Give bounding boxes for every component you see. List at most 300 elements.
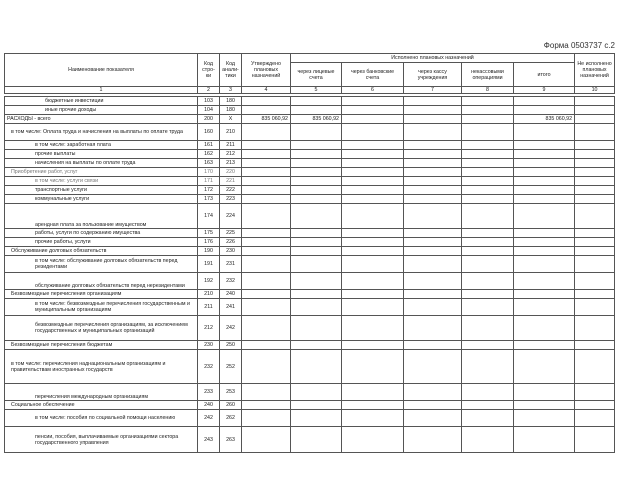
not-executed-cell (575, 273, 615, 290)
analytic-code-cell: 224 (220, 204, 242, 229)
analytic-code-cell: 242 (220, 316, 242, 341)
bank-accounts-cell (342, 256, 404, 273)
line-code-cell: 190 (198, 247, 220, 256)
analytic-code-cell: 232 (220, 273, 242, 290)
indicator-name: коммунальные услуги (5, 195, 198, 204)
non-cash-cell (462, 159, 514, 168)
indicator-name: Безвозмездные перечисления бюджетам (5, 341, 198, 350)
non-cash-cell (462, 256, 514, 273)
header-not-executed: Не исполнено плановых назначений (575, 54, 615, 87)
table-row (5, 427, 615, 453)
approved-cell (242, 229, 291, 238)
not-executed-cell (575, 177, 615, 186)
non-cash-cell (462, 299, 514, 316)
analytic-code-cell: 241 (220, 299, 242, 316)
analytic-code-cell: 225 (220, 229, 242, 238)
approved-cell (242, 384, 291, 401)
total-cell (514, 229, 575, 238)
indicator-name: начисления на выплаты по оплате труда (5, 159, 198, 168)
personal-accounts-cell (291, 341, 342, 350)
header-approved: Утверждено плановых назначений (242, 54, 291, 87)
cash-cell (404, 177, 462, 186)
column-number: 9 (514, 87, 575, 94)
approved-cell: 835 060,92 (242, 115, 291, 124)
line-code-cell: 161 (198, 141, 220, 150)
not-executed-cell (575, 238, 615, 247)
table-row (5, 124, 615, 141)
line-code-cell: 211 (198, 299, 220, 316)
total-cell (514, 204, 575, 229)
bank-accounts-cell (342, 341, 404, 350)
cash-cell (404, 115, 462, 124)
total-cell (514, 159, 575, 168)
non-cash-cell (462, 168, 514, 177)
non-cash-cell (462, 141, 514, 150)
analytic-code-cell: 223 (220, 195, 242, 204)
personal-accounts-cell (291, 273, 342, 290)
total-cell (514, 106, 575, 115)
cash-cell (404, 141, 462, 150)
line-code-cell: 240 (198, 401, 220, 410)
table-row (5, 384, 615, 401)
personal-accounts-cell (291, 299, 342, 316)
approved-cell (242, 106, 291, 115)
approved-cell (242, 290, 291, 299)
approved-cell (242, 350, 291, 384)
line-code-cell: 191 (198, 256, 220, 273)
approved-cell (242, 410, 291, 427)
total-cell (514, 168, 575, 177)
table-row (5, 290, 615, 299)
approved-cell (242, 150, 291, 159)
bank-accounts-cell (342, 159, 404, 168)
table-row (5, 115, 615, 124)
not-executed-cell (575, 290, 615, 299)
line-code-cell: 172 (198, 186, 220, 195)
indicator-name: РАСХОДЫ - всего (5, 115, 198, 124)
column-number: 5 (291, 87, 342, 94)
cash-cell (404, 159, 462, 168)
personal-accounts-cell (291, 401, 342, 410)
approved-cell (242, 247, 291, 256)
total-cell (514, 186, 575, 195)
indicator-name: арендная плата за пользование имуществом (5, 204, 198, 229)
not-executed-cell (575, 341, 615, 350)
analytic-code-cell: 226 (220, 238, 242, 247)
bank-accounts-cell (342, 350, 404, 384)
not-executed-cell (575, 115, 615, 124)
header-executed-group: Исполнено плановых назначений (291, 54, 575, 63)
total-cell (514, 316, 575, 341)
column-number: 2 (198, 87, 220, 94)
personal-accounts-cell (291, 238, 342, 247)
analytic-code-cell: 222 (220, 186, 242, 195)
table-row (5, 299, 615, 316)
personal-accounts-cell (291, 124, 342, 141)
total-cell (514, 97, 575, 106)
cash-cell (404, 186, 462, 195)
not-executed-cell (575, 350, 615, 384)
not-executed-cell (575, 384, 615, 401)
cash-cell (404, 384, 462, 401)
personal-accounts-cell (291, 141, 342, 150)
not-executed-cell (575, 150, 615, 159)
approved-cell (242, 427, 291, 453)
total-cell (514, 256, 575, 273)
line-code-cell: 210 (198, 290, 220, 299)
table-row (5, 316, 615, 341)
table-row (5, 106, 615, 115)
personal-accounts-cell (291, 168, 342, 177)
table-row (5, 141, 615, 150)
personal-accounts-cell (291, 97, 342, 106)
bank-accounts-cell (342, 195, 404, 204)
header-non-cash: некассовыми операциями (462, 63, 514, 87)
line-code-cell: 242 (198, 410, 220, 427)
table-row (5, 195, 615, 204)
header-analytic-code: Код анали-тики (220, 54, 242, 87)
approved-cell (242, 141, 291, 150)
analytic-code-cell: 253 (220, 384, 242, 401)
bank-accounts-cell (342, 124, 404, 141)
cash-cell (404, 299, 462, 316)
cash-cell (404, 238, 462, 247)
cash-cell (404, 97, 462, 106)
personal-accounts-cell (291, 410, 342, 427)
personal-accounts-cell (291, 350, 342, 384)
table-row (5, 150, 615, 159)
personal-accounts-cell (291, 177, 342, 186)
column-number: 6 (342, 87, 404, 94)
cash-cell (404, 410, 462, 427)
approved-cell (242, 299, 291, 316)
column-number: 10 (575, 87, 615, 94)
approved-cell (242, 204, 291, 229)
not-executed-cell (575, 410, 615, 427)
analytic-code-cell: 231 (220, 256, 242, 273)
indicator-name: в том числе: Оплата труда и начисления на выплаты по оплате труда (5, 124, 198, 141)
total-cell (514, 141, 575, 150)
approved-cell (242, 168, 291, 177)
cash-cell (404, 204, 462, 229)
indicator-name: в том числе: заработная плата (5, 141, 198, 150)
cash-cell (404, 427, 462, 453)
approved-cell (242, 97, 291, 106)
analytic-code-cell: 240 (220, 290, 242, 299)
table-row (5, 273, 615, 290)
not-executed-cell (575, 401, 615, 410)
cash-cell (404, 256, 462, 273)
column-numbers-row (5, 87, 615, 94)
total-cell (514, 290, 575, 299)
column-number: 4 (242, 87, 291, 94)
indicator-name: в том числе: обслуживание долговых обязательств перед резидентами (5, 256, 198, 273)
table-row (5, 97, 615, 106)
non-cash-cell (462, 273, 514, 290)
personal-accounts-cell (291, 384, 342, 401)
table-row (5, 341, 615, 350)
indicator-name: Социальное обеспечение (5, 401, 198, 410)
line-code-cell: 163 (198, 159, 220, 168)
not-executed-cell (575, 256, 615, 273)
not-executed-cell (575, 141, 615, 150)
cash-cell (404, 247, 462, 256)
indicator-name: обслуживание долговых обязательств перед нерезидентами (5, 273, 198, 290)
total-cell (514, 273, 575, 290)
line-code-cell: 175 (198, 229, 220, 238)
line-code-cell: 212 (198, 316, 220, 341)
total-cell (514, 150, 575, 159)
not-executed-cell (575, 247, 615, 256)
not-executed-cell (575, 124, 615, 141)
personal-accounts-cell (291, 204, 342, 229)
indicator-name: в том числе: пособия по социальной помощи населению (5, 410, 198, 427)
non-cash-cell (462, 290, 514, 299)
not-executed-cell (575, 106, 615, 115)
analytic-code-cell: X (220, 115, 242, 124)
indicator-name: бюджетные инвестиции (5, 97, 198, 106)
bank-accounts-cell (342, 229, 404, 238)
indicator-name: пенсии, пособия, выплачиваемые организациями сектора государственного управления (5, 427, 198, 453)
header-cash-institution: через кассу учреждения (404, 63, 462, 87)
line-code-cell: 192 (198, 273, 220, 290)
not-executed-cell (575, 204, 615, 229)
table-row (5, 177, 615, 186)
non-cash-cell (462, 238, 514, 247)
total-cell (514, 410, 575, 427)
table-row (5, 256, 615, 273)
bank-accounts-cell (342, 410, 404, 427)
approved-cell (242, 177, 291, 186)
header-bank-accounts: через банковские счета (342, 63, 404, 87)
header-name: Наименование показателя (5, 54, 198, 87)
analytic-code-cell: 180 (220, 97, 242, 106)
indicator-name: прочие выплаты (5, 150, 198, 159)
header-total: итого (514, 63, 575, 87)
non-cash-cell (462, 384, 514, 401)
line-code-cell: 232 (198, 350, 220, 384)
indicator-name: транспортные услуги (5, 186, 198, 195)
non-cash-cell (462, 229, 514, 238)
bank-accounts-cell (342, 401, 404, 410)
not-executed-cell (575, 316, 615, 341)
indicator-name: в том числе: безвозмездные перечисления государственным и муниципальным организациям (5, 299, 198, 316)
non-cash-cell (462, 124, 514, 141)
analytic-code-cell: 250 (220, 341, 242, 350)
indicator-name: работы, услуги по содержанию имущества (5, 229, 198, 238)
table-row (5, 186, 615, 195)
line-code-cell: 103 (198, 97, 220, 106)
not-executed-cell (575, 229, 615, 238)
table-row (5, 247, 615, 256)
line-code-cell: 171 (198, 177, 220, 186)
bank-accounts-cell (342, 150, 404, 159)
cash-cell (404, 150, 462, 159)
table-row (5, 168, 615, 177)
approved-cell (242, 401, 291, 410)
total-cell (514, 124, 575, 141)
bank-accounts-cell (342, 247, 404, 256)
not-executed-cell (575, 97, 615, 106)
line-code-cell: 104 (198, 106, 220, 115)
indicator-name: безвозмездные перечисления организациям, за исключением государственных и муниципальных организаций (5, 316, 198, 341)
line-code-cell: 230 (198, 341, 220, 350)
table-row (5, 350, 615, 384)
indicator-name: Приобретение работ, услуг (5, 168, 198, 177)
personal-accounts-cell (291, 290, 342, 299)
line-code-cell: 170 (198, 168, 220, 177)
personal-accounts-cell (291, 229, 342, 238)
header-personal-accounts: через лицевые счета (291, 63, 342, 87)
total-cell (514, 350, 575, 384)
analytic-code-cell: 252 (220, 350, 242, 384)
personal-accounts-cell (291, 427, 342, 453)
bank-accounts-cell (342, 299, 404, 316)
total-cell (514, 177, 575, 186)
analytic-code-cell: 220 (220, 168, 242, 177)
non-cash-cell (462, 341, 514, 350)
non-cash-cell (462, 106, 514, 115)
total-cell (514, 247, 575, 256)
approved-cell (242, 186, 291, 195)
approved-cell (242, 341, 291, 350)
indicator-name: в том числе: услуги связи (5, 177, 198, 186)
approved-cell (242, 273, 291, 290)
not-executed-cell (575, 427, 615, 453)
approved-cell (242, 159, 291, 168)
bank-accounts-cell (342, 316, 404, 341)
personal-accounts-cell (291, 247, 342, 256)
non-cash-cell (462, 97, 514, 106)
personal-accounts-cell (291, 159, 342, 168)
table-row (5, 401, 615, 410)
non-cash-cell (462, 177, 514, 186)
not-executed-cell (575, 186, 615, 195)
total-cell (514, 401, 575, 410)
personal-accounts-cell (291, 186, 342, 195)
approved-cell (242, 124, 291, 141)
analytic-code-cell: 212 (220, 150, 242, 159)
bank-accounts-cell (342, 97, 404, 106)
non-cash-cell (462, 204, 514, 229)
bank-accounts-cell (342, 384, 404, 401)
non-cash-cell (462, 195, 514, 204)
non-cash-cell (462, 247, 514, 256)
indicator-name: прочие работы, услуги (5, 238, 198, 247)
form-code: Форма 0503737 с.2 (543, 41, 615, 50)
total-cell (514, 427, 575, 453)
analytic-code-cell: 213 (220, 159, 242, 168)
total-cell (514, 299, 575, 316)
table-row (5, 204, 615, 229)
line-code-cell: 174 (198, 204, 220, 229)
analytic-code-cell: 263 (220, 427, 242, 453)
bank-accounts-cell (342, 273, 404, 290)
line-code-cell: 160 (198, 124, 220, 141)
analytic-code-cell: 180 (220, 106, 242, 115)
cash-cell (404, 350, 462, 384)
cash-cell (404, 124, 462, 141)
non-cash-cell (462, 410, 514, 427)
analytic-code-cell: 221 (220, 177, 242, 186)
personal-accounts-cell (291, 106, 342, 115)
bank-accounts-cell (342, 106, 404, 115)
total-cell: 835 060,92 (514, 115, 575, 124)
total-cell (514, 341, 575, 350)
cash-cell (404, 316, 462, 341)
line-code-cell: 162 (198, 150, 220, 159)
total-cell (514, 238, 575, 247)
non-cash-cell (462, 427, 514, 453)
bank-accounts-cell (342, 141, 404, 150)
non-cash-cell (462, 350, 514, 384)
personal-accounts-cell: 835 060,92 (291, 115, 342, 124)
non-cash-cell (462, 401, 514, 410)
personal-accounts-cell (291, 150, 342, 159)
approved-cell (242, 195, 291, 204)
indicator-name: в том числе: перечисления наднациональным организациям и правительствам иностранных государств (5, 350, 198, 384)
column-number: 1 (5, 87, 198, 94)
cash-cell (404, 273, 462, 290)
report-table (4, 53, 615, 453)
table-row (5, 159, 615, 168)
indicator-name: Безвозмездные перечисления организациям (5, 290, 198, 299)
cash-cell (404, 341, 462, 350)
non-cash-cell (462, 186, 514, 195)
table-row (5, 410, 615, 427)
bank-accounts-cell (342, 290, 404, 299)
analytic-code-cell: 260 (220, 401, 242, 410)
bank-accounts-cell (342, 115, 404, 124)
approved-cell (242, 238, 291, 247)
cash-cell (404, 195, 462, 204)
line-code-cell: 173 (198, 195, 220, 204)
indicator-name: Обслуживание долговых обязательств (5, 247, 198, 256)
not-executed-cell (575, 195, 615, 204)
indicator-name: иные прочие доходы (5, 106, 198, 115)
table-row (5, 229, 615, 238)
line-code-cell: 233 (198, 384, 220, 401)
bank-accounts-cell (342, 177, 404, 186)
bank-accounts-cell (342, 427, 404, 453)
cash-cell (404, 401, 462, 410)
line-code-cell: 176 (198, 238, 220, 247)
bank-accounts-cell (342, 168, 404, 177)
not-executed-cell (575, 168, 615, 177)
column-number: 7 (404, 87, 462, 94)
not-executed-cell (575, 299, 615, 316)
bank-accounts-cell (342, 238, 404, 247)
non-cash-cell (462, 150, 514, 159)
analytic-code-cell: 262 (220, 410, 242, 427)
bank-accounts-cell (342, 186, 404, 195)
non-cash-cell (462, 316, 514, 341)
column-number: 8 (462, 87, 514, 94)
total-cell (514, 384, 575, 401)
cash-cell (404, 290, 462, 299)
personal-accounts-cell (291, 316, 342, 341)
non-cash-cell (462, 115, 514, 124)
not-executed-cell (575, 159, 615, 168)
personal-accounts-cell (291, 195, 342, 204)
analytic-code-cell: 211 (220, 141, 242, 150)
line-code-cell: 243 (198, 427, 220, 453)
cash-cell (404, 168, 462, 177)
cash-cell (404, 106, 462, 115)
analytic-code-cell: 230 (220, 247, 242, 256)
approved-cell (242, 316, 291, 341)
header-line-code: Код стро-ки (198, 54, 220, 87)
